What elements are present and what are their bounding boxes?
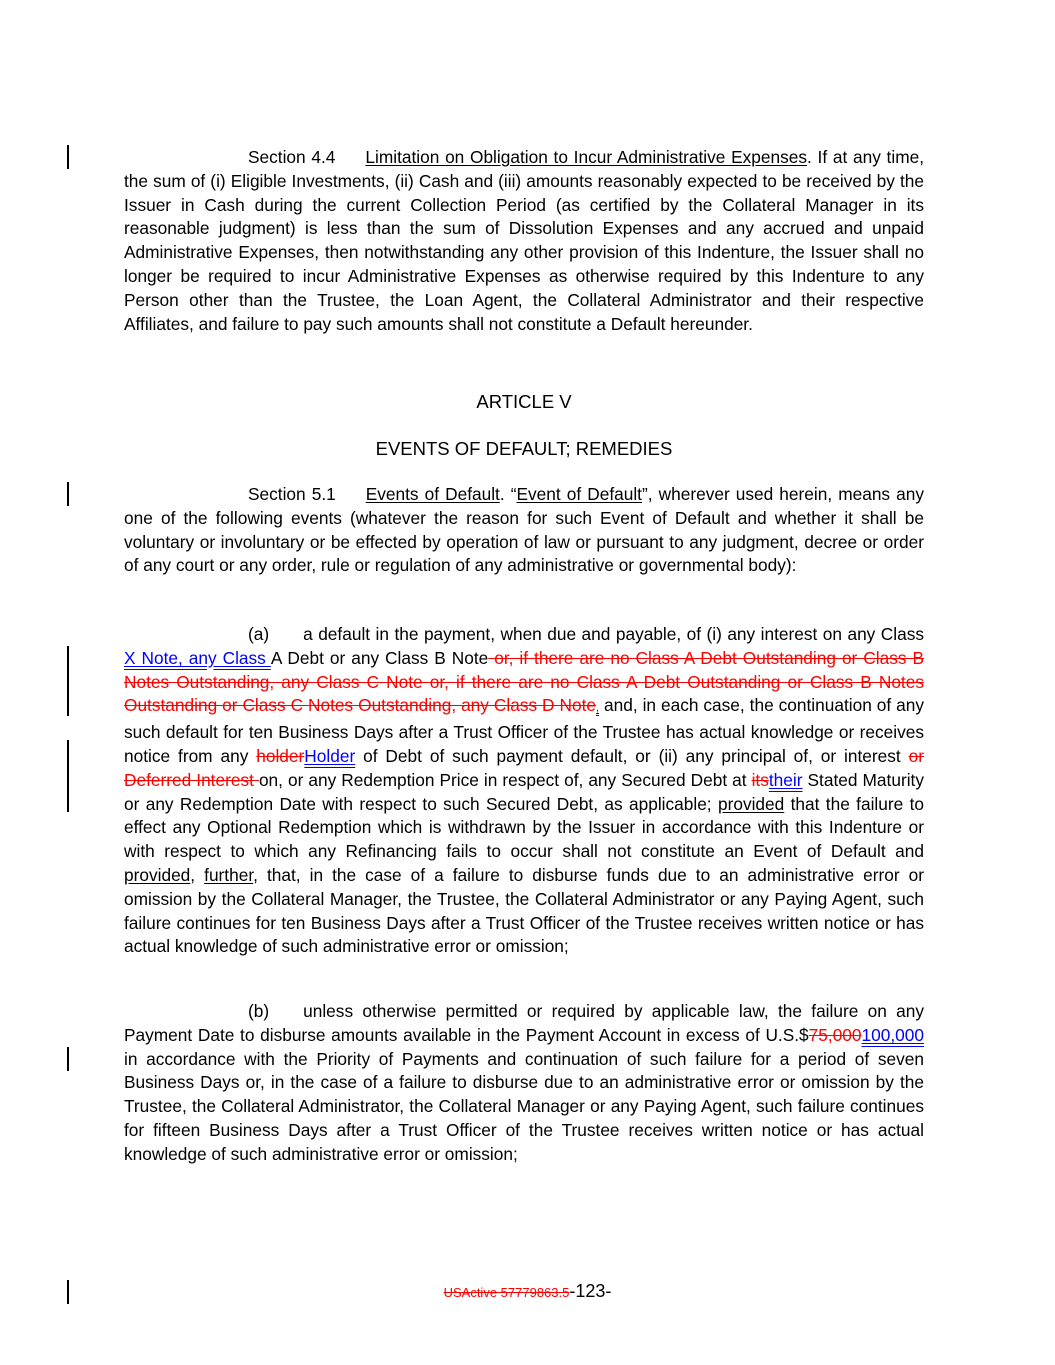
defined-term: Event of Default bbox=[516, 484, 642, 504]
defined-term: further bbox=[204, 864, 254, 885]
deleted-text: 75,000 bbox=[808, 1024, 862, 1045]
inserted-text: their bbox=[768, 769, 803, 790]
page-footer bbox=[0, 1281, 1055, 1302]
text: on, or any Redemption Price in respect of, any Secured Debt at bbox=[258, 769, 752, 790]
text: of Debt of such payment default, or (ii) any principal of, or interest bbox=[355, 745, 909, 766]
text: , that, in the case of a failure to disburse funds due to an administrative error or omission by the Collateral Manager, the Trustee, the Collateral Administrator or any Paying Agent, such failure continues for ten Business Days after a Trust Officer of the Trustee receives written notice or has actual knowledge of such administrative error or omission; bbox=[124, 864, 925, 957]
deleted-text: or Deferred Interest bbox=[124, 745, 924, 790]
inserted-text: X Note, any Class bbox=[124, 647, 271, 668]
text: A Debt or any Class B Note bbox=[270, 647, 489, 668]
text: unless otherwise permitted or required by applicable law, the failure on any Payment Date to disburse amounts available in the Payment Account in excess of U.S.$ bbox=[124, 1001, 924, 1045]
page-number: -123- bbox=[569, 1281, 612, 1301]
section-title: Limitation on Obligation to Incur Administrative Expenses bbox=[365, 147, 807, 167]
clause-label: (a) bbox=[248, 624, 270, 644]
inserted-text: 100,000 bbox=[861, 1024, 924, 1045]
section-number: Section 5.1 bbox=[248, 484, 336, 504]
text: in accordance with the Priority of Payments and continuation of such failure for a period of seven Business Days or, in the case of a failure to disburse due to an administrative error or omission by the Trustee, the Collateral Administrator, the Collateral Manager or any Paying Agent, such failure continues for fifteen Business Days after a Trust Officer of the Trustee receives written notice or has actual knowledge of such administrative error or omission; bbox=[124, 1048, 924, 1164]
defined-term: provided bbox=[124, 864, 191, 885]
inserted-text: , bbox=[595, 702, 600, 715]
clause-label: (b) bbox=[248, 1001, 270, 1021]
change-bar bbox=[67, 1047, 69, 1071]
text: , bbox=[190, 864, 205, 885]
clause-b-paragraph bbox=[124, 1000, 924, 1167]
section-4-4-paragraph bbox=[124, 146, 924, 336]
text: and, in each case, the continuation of any such default for ten Business Days after a Trust Officer of the Trustee has actual knowledge or receives notice from any bbox=[124, 695, 924, 766]
defined-term: provided bbox=[717, 793, 785, 814]
change-bar bbox=[67, 145, 69, 169]
clause-a-paragraph bbox=[124, 623, 924, 959]
deleted-text: holder bbox=[256, 745, 305, 766]
article-subheading: EVENTS OF DEFAULT; REMEDIES bbox=[375, 438, 673, 459]
change-bar bbox=[67, 740, 69, 812]
deleted-text: its bbox=[751, 769, 769, 790]
text: a default in the payment, when due and payable, of (i) any interest on any Class bbox=[303, 624, 924, 644]
text: Stated Maturity or any Redemption Date with respect to such Secured Debt, as applicable; bbox=[124, 769, 924, 814]
article-heading: ARTICLE V bbox=[476, 391, 572, 412]
text: that the failure to effect any Optional Redemption which is withdrawn by the Issuer in accordance with this Indenture or with respect to which any Refinancing fails to occur shall not constitute an Event of Default and bbox=[124, 793, 924, 862]
change-bar bbox=[67, 646, 69, 716]
change-bar bbox=[67, 482, 69, 506]
deleted-doc-id: USActive 57779863.5 bbox=[443, 1285, 570, 1300]
punctuation: . “ bbox=[499, 484, 517, 504]
section-body: . If at any time, the sum of (i) Eligible Investments, (ii) Cash and (iii) amounts reasonably expected to be received by the Issuer in Cash during the current Collection Period (as certified by the Collateral Manager in its reasonable judgment) is less than the sum of Dissolution Expenses and any accrued and unpaid Administrative Expenses, then notwithstanding any other provision of this Indenture, the Issuer shall no longer be required to incur Administrative Expenses as otherwise required by this Indenture to any Person other than the Trustee, the Loan Agent, the Collateral Administrator and their respective Affiliates, and failure to pay such amounts shall not constitute a Default hereunder. bbox=[124, 147, 924, 334]
deleted-text: or, if there are no Class A Debt Outstanding or Class B Notes Outstanding, any Class C Note or, if there are no Class A Debt Outstanding or Class B Notes Outstanding or Class C Notes Outstanding, any Class D Note bbox=[124, 647, 924, 716]
section-5-1-paragraph bbox=[124, 483, 924, 578]
section-body: ”, wherever used herein, means any one of the following events (whatever the reason for such Event of Default and whether it shall be voluntary or involuntary or be effected by operation of law or pursuant to any judgment, decree or order of any court or any order, rule or regulation of any administrative or governmental body): bbox=[124, 484, 925, 576]
inserted-text: Holder bbox=[304, 745, 356, 766]
section-number: Section 4.4 bbox=[248, 147, 336, 167]
section-title: Events of Default bbox=[365, 484, 500, 504]
